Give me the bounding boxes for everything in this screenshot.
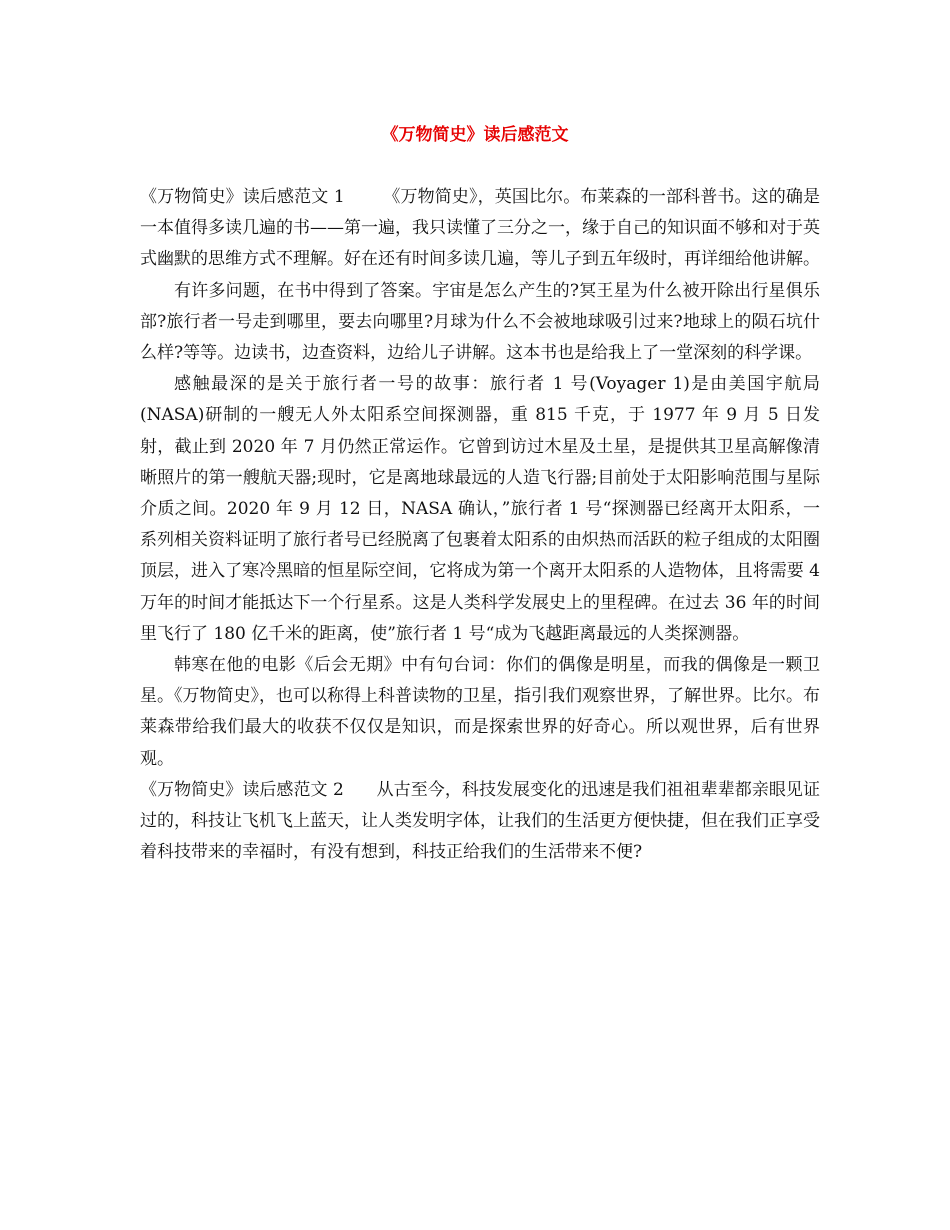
section-2-first-text: 从古至今，科技发展变化的迅速是我们祖祖辈辈都亲眼见证过的，科技让飞机飞上蓝天，让人类发明字体，让我们的生活更方便快捷，但在我们正享受着科技带来的幸福时，有没有想到，科技正给我们的生活带来不便? [140,779,820,863]
section-1-paragraph: 有许多问题，在书中得到了答案。宇宙是怎么产生的?冥王星为什么被开除出行星俱乐部?旅行者一号走到哪里，要去向哪里?月球为什么不会被地球吸引过来?地球上的陨石坑什么样?等等。边读书，边查资料，边给儿子讲解。这本书也是给我上了一堂深刻的科学课。 [140,280,820,364]
document-body [140,182,820,868]
section-1-paragraph: 韩寒在他的电影《后会无期》中有句台词：你们的偶像是明星，而我的偶像是一颗卫星。《万物简史》，也可以称得上科普读物的卫星，指引我们观察世界，了解世界。比尔。布莱森带给我们最大的收获不仅仅是知识，而是探索世界的好奇心。所以观世界，后有世界观。 [140,655,820,769]
section-1-lead-paragraph [140,182,820,276]
document-title: 《万物简史》读后感范文 [381,125,569,145]
section-2-lead-paragraph [140,775,820,869]
section-1-first-text: 《万物简史》，英国比尔。布莱森的一部科普书。这的确是一本值得多读几遍的书——第一遍，我只读懂了三分之一，缘于自己的知识面不够和对于英式幽默的思维方式不理解。好在还有时间多读几遍，等儿子到五年级时，再详细给他讲解。 [140,187,820,270]
section-2-heading: 《万物简史》读后感范文 2 [140,779,344,800]
section-1-gap [345,187,384,207]
section-1-paragraph: 感触最深的是关于旅行者一号的故事：旅行者 1 号(Voyager 1)是由美国宇航局(NASA)研制的一艘无人外太阳系空间探测器，重 815 千克，于 1977 年 9 月 5 日发射，截止到 2020 年 7 月仍然正常运作。它曾到访过木星及土星，是提供其卫星高解像清晰照片的第一艘航天器;现时，它是离地球最远的人造飞行器;目前处于太阳影响范围与星际介质之间。2020 年 9 月 12 日，NASA 确认，”旅行者 1 号“探测器已经离开太阳系，一系列相关资料证明了旅行者号已经脱离了包裹着太阳系的由炽热而活跃的粒子组成的太阳圈顶层，进入了寒冷黑暗的恒星际空间，它将成为第一个离开太阳系的人造物体，且将需要 4 万年的时间才能抵达下一个行星系。这是人类科学发展史上的里程碑。在过去 36 年的时间里飞行了 180 亿千米的距离，使”旅行者 1 号“成为飞越距离最远的人类探测器。 [140,374,820,644]
section-1-heading: 《万物简史》读后感范文 1 [140,187,345,207]
section-2-gap [344,780,377,800]
